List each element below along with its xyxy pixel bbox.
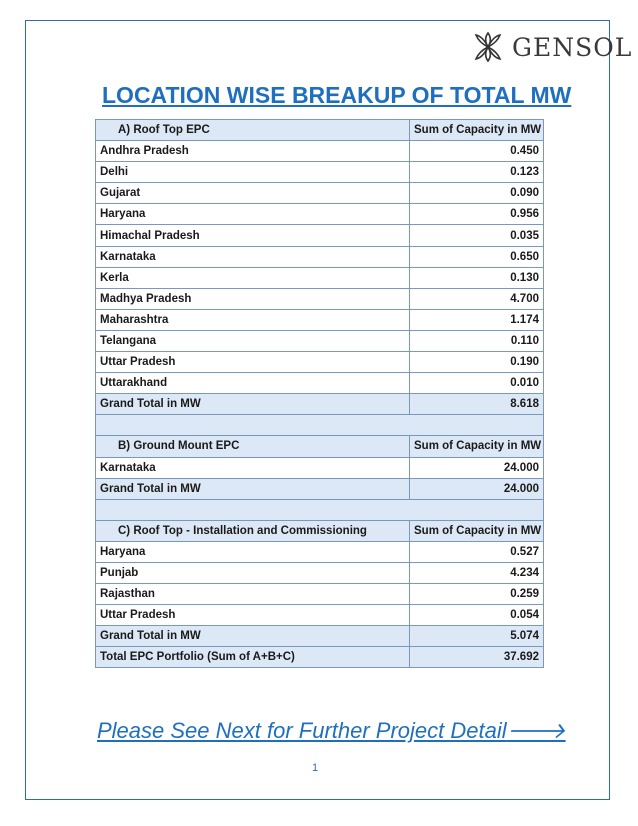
capacity-value: 0.527 xyxy=(410,541,544,562)
capacity-table xyxy=(95,119,544,668)
section-c-label: C) Roof Top - Installation and Commissioning xyxy=(96,520,410,541)
table-row xyxy=(96,204,544,225)
state-name: Gujarat xyxy=(96,183,410,204)
page-number: 1 xyxy=(312,762,319,774)
table-row xyxy=(96,141,544,162)
grand-total-label: Grand Total in MW xyxy=(96,394,410,415)
grand-total-value: 5.074 xyxy=(410,626,544,647)
section-c-value-header: Sum of Capacity in MW xyxy=(410,520,544,541)
capacity-value: 0.130 xyxy=(410,267,544,288)
next-page-link[interactable] xyxy=(97,718,566,744)
grand-total-label: Grand Total in MW xyxy=(96,626,410,647)
capacity-value: 0.010 xyxy=(410,373,544,394)
section-a-label: A) Roof Top EPC xyxy=(96,120,410,141)
section-a-header xyxy=(96,120,544,141)
table-row xyxy=(96,562,544,583)
section-c-total-row xyxy=(96,626,544,647)
section-a-value-header: Sum of Capacity in MW xyxy=(410,120,544,141)
section-b-label: B) Ground Mount EPC xyxy=(96,436,410,457)
table-row xyxy=(96,541,544,562)
capacity-value: 0.259 xyxy=(410,584,544,605)
table-row xyxy=(96,288,544,309)
section-spacer xyxy=(96,415,544,436)
table-row xyxy=(96,225,544,246)
state-name: Andhra Pradesh xyxy=(96,141,410,162)
state-name: Haryana xyxy=(96,541,410,562)
state-name: Rajasthan xyxy=(96,584,410,605)
state-name: Punjab xyxy=(96,562,410,583)
capacity-value: 24.000 xyxy=(410,457,544,478)
capacity-value: 4.234 xyxy=(410,562,544,583)
state-name: Maharashtra xyxy=(96,309,410,330)
portfolio-total-label: Total EPC Portfolio (Sum of A+B+C) xyxy=(96,647,410,668)
table-row xyxy=(96,246,544,267)
table-row xyxy=(96,373,544,394)
section-b-header xyxy=(96,436,544,457)
capacity-value: 0.090 xyxy=(410,183,544,204)
state-name: Delhi xyxy=(96,162,410,183)
capacity-value: 4.700 xyxy=(410,288,544,309)
table-row xyxy=(96,183,544,204)
table-row xyxy=(96,457,544,478)
table-row xyxy=(96,330,544,351)
gensol-logo xyxy=(468,30,632,64)
capacity-value: 0.956 xyxy=(410,204,544,225)
page-title: LOCATION WISE BREAKUP OF TOTAL MW xyxy=(102,82,572,108)
capacity-value: 0.650 xyxy=(410,246,544,267)
gensol-flower-icon xyxy=(468,30,508,64)
section-spacer xyxy=(96,499,544,520)
state-name: Telangana xyxy=(96,330,410,351)
grand-total-value: 24.000 xyxy=(410,478,544,499)
section-b-total-row xyxy=(96,478,544,499)
capacity-value: 0.190 xyxy=(410,352,544,373)
next-page-text: Please See Next for Further Project Detail xyxy=(97,718,507,743)
state-name: Kerla xyxy=(96,267,410,288)
capacity-value: 0.110 xyxy=(410,330,544,351)
portfolio-total-row xyxy=(96,647,544,668)
table-row xyxy=(96,162,544,183)
portfolio-total-value: 37.692 xyxy=(410,647,544,668)
state-name: Madhya Pradesh xyxy=(96,288,410,309)
table-row xyxy=(96,605,544,626)
section-c-header xyxy=(96,520,544,541)
capacity-value: 0.123 xyxy=(410,162,544,183)
grand-total-value: 8.618 xyxy=(410,394,544,415)
state-name: Karnataka xyxy=(96,457,410,478)
table-row xyxy=(96,267,544,288)
state-name: Haryana xyxy=(96,204,410,225)
table-row xyxy=(96,584,544,605)
state-name: Uttar Pradesh xyxy=(96,352,410,373)
state-name: Karnataka xyxy=(96,246,410,267)
capacity-value: 1.174 xyxy=(410,309,544,330)
state-name: Himachal Pradesh xyxy=(96,225,410,246)
table-row xyxy=(96,352,544,373)
section-a-total-row xyxy=(96,394,544,415)
state-name: Uttar Pradesh xyxy=(96,605,410,626)
grand-total-label: Grand Total in MW xyxy=(96,478,410,499)
capacity-value: 0.035 xyxy=(410,225,544,246)
arrow-right-icon: 🡒 xyxy=(506,718,566,743)
capacity-value: 0.054 xyxy=(410,605,544,626)
brand-name: GENSOL xyxy=(512,32,633,62)
table-row xyxy=(96,309,544,330)
capacity-value: 0.450 xyxy=(410,141,544,162)
state-name: Uttarakhand xyxy=(96,373,410,394)
section-b-value-header: Sum of Capacity in MW xyxy=(410,436,544,457)
